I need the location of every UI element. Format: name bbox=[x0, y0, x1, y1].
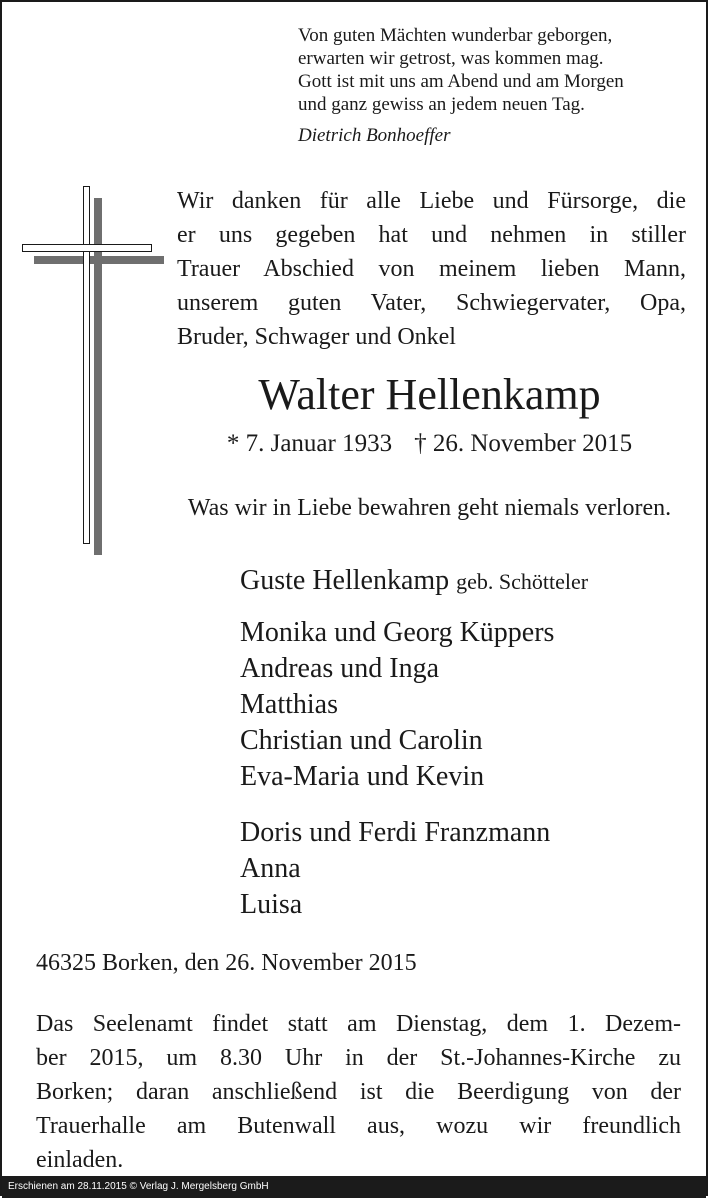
family-group-2 bbox=[240, 815, 680, 923]
family-group-1 bbox=[240, 615, 680, 795]
poem-line: erwarten wir getrost, was kommen mag. bbox=[298, 48, 604, 69]
family-member: Luisa bbox=[240, 889, 303, 920]
service-details bbox=[36, 1007, 681, 1177]
publication-footer bbox=[2, 1176, 706, 1198]
poem-author: Dietrich Bonhoeffer bbox=[298, 125, 451, 146]
widow-name: Guste Hellenkamp bbox=[240, 565, 450, 596]
poem-line: Von guten Mächten wunderbar geborgen, bbox=[298, 25, 613, 46]
widow-maiden-name: geb. Schötteler bbox=[456, 569, 589, 594]
family-member: Monika und Georg Küppers bbox=[240, 617, 555, 648]
publication-credit: Erschienen am 28.11.2015 © Verlag J. Mergelsberg GmbH bbox=[8, 1181, 269, 1192]
family-member: Doris und Ferdi Franzmann bbox=[240, 817, 551, 848]
service-line: Das Seelenamt findet statt am Dienstag, dem 1. Dezem- bbox=[36, 1011, 681, 1037]
poem-line: und ganz gewiss an jedem neuen Tag. bbox=[298, 94, 585, 115]
life-dates bbox=[177, 428, 682, 460]
service-line: Borken; daran anschließend ist die Beerdigung von der bbox=[36, 1079, 681, 1105]
family-member: Matthias bbox=[240, 689, 338, 720]
family-member: Eva-Maria und Kevin bbox=[240, 761, 485, 792]
family-member: Christian und Carolin bbox=[240, 725, 483, 756]
cross-beam-horizontal bbox=[22, 244, 152, 252]
service-line: ber 2015, um 8.30 Uhr in der St.-Johannes-Kirche zu bbox=[36, 1045, 681, 1071]
service-line: einladen. bbox=[36, 1147, 124, 1173]
service-line: Trauerhalle am Butenwall aus, wozu wir freundlich bbox=[36, 1113, 681, 1139]
family-member: Anna bbox=[240, 853, 301, 884]
intro-line: er uns gegeben hat und nehmen in stiller bbox=[177, 222, 686, 248]
cross-shadow-horizontal bbox=[34, 256, 164, 264]
intro-line: Wir danken für alle Liebe und Fürsorge, die bbox=[177, 188, 686, 214]
birth-date: * 7. Januar 1933 bbox=[226, 430, 393, 457]
family-member: Andreas und Inga bbox=[240, 653, 440, 684]
place-and-date: 46325 Borken, den 26. November 2015 bbox=[36, 950, 417, 976]
intro-line: Trauer Abschied von meinem lieben Mann, bbox=[177, 256, 686, 282]
intro-line: Bruder, Schwager und Onkel bbox=[177, 324, 456, 350]
deceased-name: Walter Hellenkamp bbox=[258, 370, 601, 419]
poem-block bbox=[298, 24, 698, 147]
intro-paragraph bbox=[177, 184, 686, 354]
intro-line: unserem guten Vater, Schwiegervater, Opa, bbox=[177, 290, 686, 316]
motto: Was wir in Liebe bewahren geht niemals verloren. bbox=[187, 495, 672, 521]
widow-line bbox=[240, 563, 680, 600]
cross-beam-vertical bbox=[83, 186, 90, 544]
death-date: † 26. November 2015 bbox=[414, 430, 633, 457]
poem-line: Gott ist mit uns am Abend und am Morgen bbox=[298, 71, 624, 92]
